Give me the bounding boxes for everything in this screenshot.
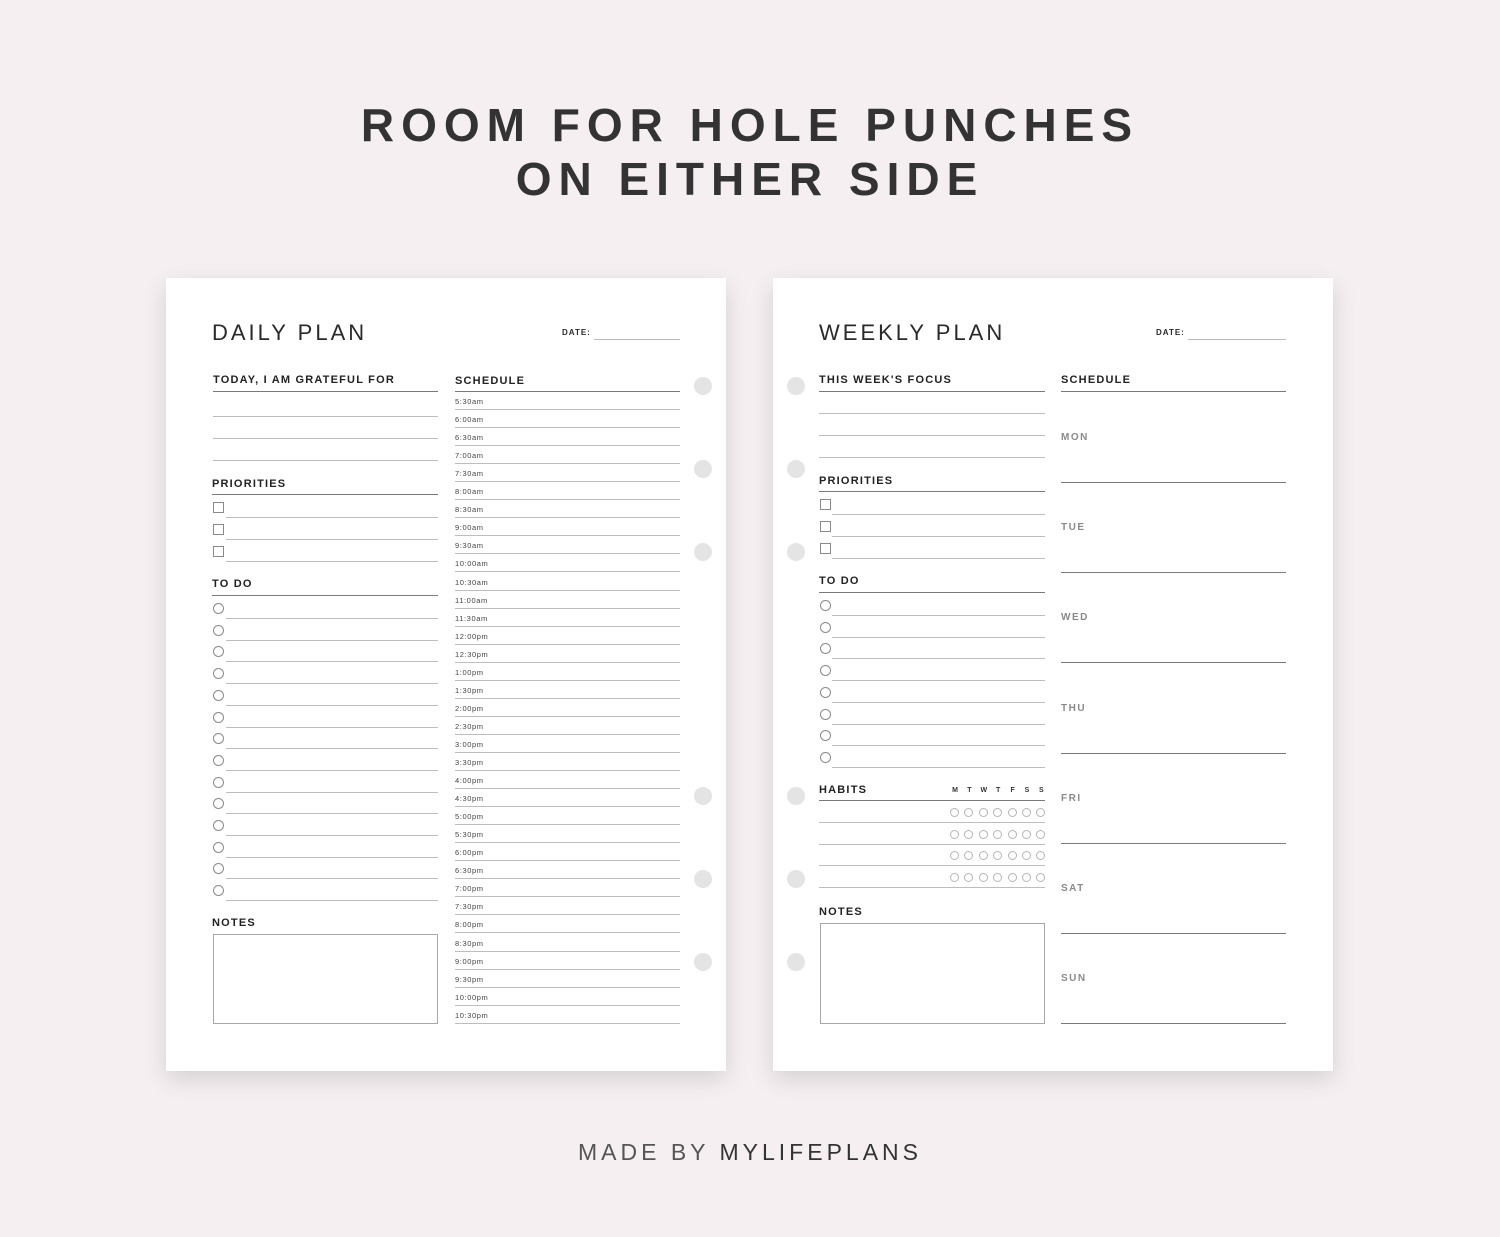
priority-line[interactable] [226,539,438,540]
weekly-habits-heading: HABITS [819,784,868,796]
todo-circle[interactable] [213,712,224,723]
schedule-day-line[interactable] [1061,1023,1286,1024]
schedule-slot-line[interactable] [455,806,680,807]
priorities-heading-rule [212,494,438,495]
todo-circle[interactable] [213,625,224,636]
schedule-time-label: 6:30pm [455,866,484,876]
grateful-heading-rule [213,391,438,392]
schedule-time-label: 5:00pm [455,812,484,822]
schedule-time-label: 7:00am [455,451,484,461]
schedule-time-label: 7:30am [455,469,484,479]
schedule-heading-rule [455,391,680,392]
schedule-day-sun: SUN [1061,973,1087,985]
habit-tracker-circle[interactable] [993,830,1002,839]
schedule-slot-line[interactable] [455,499,680,500]
schedule-day-line[interactable] [1061,933,1286,934]
habit-tracker-circle[interactable] [1008,830,1017,839]
weekly-todo-circle[interactable] [820,687,831,698]
schedule-day-line[interactable] [1061,753,1286,754]
hole-punch-right [694,460,712,478]
schedule-day-line[interactable] [1061,843,1286,844]
schedule-day-fri: FRI [1061,792,1082,804]
schedule-time-label: 9:00pm [455,956,484,966]
daily-grateful-heading: TODAY, I AM GRATEFUL FOR [213,374,395,386]
headline-line-2: ON EITHER SIDE [515,153,985,205]
habit-tracker-circle[interactable] [1008,808,1017,817]
daily-notes-heading: NOTES [212,917,256,929]
schedule-time-label: 5:30am [455,397,484,406]
daily-schedule-heading: SCHEDULE [455,375,526,387]
weekly-todo-line[interactable] [832,615,1045,616]
priority-checkbox[interactable] [213,502,224,513]
todo-circle[interactable] [213,690,224,701]
schedule-slot-line[interactable] [455,914,680,915]
schedule-slot-line[interactable] [455,553,680,554]
hole-punch-right [694,377,712,395]
habit-day-label: M [952,787,958,794]
habit-tracker-circle[interactable] [1022,808,1031,817]
schedule-time-label: 8:30am [455,505,484,515]
weekly-todo-line[interactable] [832,658,1045,659]
schedule-time-label: 10:00am [455,559,489,569]
schedule-time-label: 9:30pm [455,974,484,984]
schedule-slot-line[interactable] [455,842,680,843]
focus-line[interactable] [819,457,1045,458]
schedule-day-sat: SAT [1061,883,1085,894]
priority-checkbox[interactable] [213,524,224,535]
weekly-notes-heading: NOTES [819,906,863,918]
schedule-time-label: 11:30am [455,613,488,623]
hole-punch-left [787,870,805,888]
schedule-slot-line[interactable] [455,716,680,717]
schedule-time-label: 8:00am [455,487,484,497]
schedule-day-tue: TUE [1061,522,1086,534]
schedule-time-label: 1:30pm [455,685,484,695]
schedule-time-label: 10:30am [455,577,489,587]
schedule-slot-line[interactable] [455,608,680,609]
grateful-line[interactable] [213,438,438,439]
habit-day-label: S [1024,787,1030,794]
priority-line[interactable] [226,561,438,562]
habit-tracker-circle[interactable] [950,808,959,817]
schedule-time-label: 8:30pm [455,938,484,948]
schedule-time-label: 9:30am [455,541,484,551]
schedule-time-label: 7:30pm [455,902,484,912]
weekly-priorities-heading-rule [819,491,1045,492]
todo-circle[interactable] [213,820,224,831]
schedule-slot-line[interactable] [455,896,680,897]
todo-line[interactable] [226,705,438,706]
weekly-todo-circle[interactable] [820,600,831,611]
weekly-todo-heading: TO DO [819,575,860,587]
schedule-time-label: 10:00pm [455,992,489,1002]
schedule-slot-line[interactable] [455,698,680,699]
hole-punch-left [787,787,805,805]
schedule-time-label: 4:00pm [455,776,484,786]
schedule-slot-line[interactable] [455,644,680,645]
todo-line[interactable] [226,792,438,793]
schedule-slot-line[interactable] [455,987,680,988]
habit-day-label: W [980,787,988,794]
todo-line[interactable] [226,661,438,662]
headline [0,98,1500,206]
schedule-slot-line[interactable] [455,1023,680,1024]
weekly-todo-circle[interactable] [820,622,831,633]
weekly-priority-checkbox[interactable] [820,521,831,532]
schedule-time-label: 9:00am [455,523,484,533]
habit-day-label: F [1010,787,1015,794]
schedule-day-thu: THU [1061,702,1087,714]
habit-tracker-circle[interactable] [950,830,959,839]
daily-notes-box[interactable] [213,934,438,1024]
habit-line[interactable] [819,887,1045,888]
weekly-focus-heading: THIS WEEK'S FOCUS [819,374,953,386]
schedule-slot-line[interactable] [455,951,680,952]
weekly-todo-circle[interactable] [820,752,831,763]
schedule-slot-line[interactable] [455,517,680,518]
hole-punch-left [787,460,805,478]
todo-circle[interactable] [213,842,224,853]
hole-punch-right [694,787,712,805]
weekly-schedule-heading-rule [1061,391,1286,392]
schedule-slot-line[interactable] [455,427,680,428]
schedule-slot-line[interactable] [455,590,680,591]
schedule-slot-line[interactable] [455,824,680,825]
weekly-priority-line[interactable] [832,514,1045,515]
schedule-time-label: 3:00pm [455,739,484,749]
schedule-time-label: 10:30pm [455,1010,489,1020]
hole-punch-right [694,870,712,888]
schedule-slot-line[interactable] [455,535,680,536]
schedule-time-label: 3:30pm [455,758,484,767]
todo-line[interactable] [226,770,438,771]
todo-line[interactable] [226,878,438,879]
focus-line[interactable] [819,435,1045,436]
schedule-slot-line[interactable] [455,445,680,446]
weekly-todo-circle[interactable] [820,709,831,720]
schedule-slot-line[interactable] [455,788,680,789]
schedule-time-label: 12:30pm [455,649,489,659]
todo-line[interactable] [226,857,438,858]
schedule-time-label: 6:30am [455,433,484,443]
schedule-slot-line[interactable] [455,770,680,771]
habit-day-label: T [967,787,972,794]
habit-day-label: T [996,787,1001,794]
daily-date-label: DATE: [562,328,591,337]
schedule-slot-line[interactable] [455,409,680,410]
weekly-priority-checkbox[interactable] [820,543,831,554]
schedule-time-label: 7:00pm [455,884,484,894]
todo-line[interactable] [226,727,438,728]
todo-line[interactable] [226,813,438,814]
schedule-slot-line[interactable] [455,969,680,970]
habit-tracker-circle[interactable] [1008,851,1017,860]
weekly-todo-line[interactable] [832,702,1045,703]
focus-heading-rule [819,391,1045,392]
schedule-time-label: 12:00pm [455,631,489,641]
weekly-priority-checkbox[interactable] [820,499,831,510]
todo-line[interactable] [226,900,438,901]
weekly-schedule-heading: SCHEDULE [1061,374,1132,386]
todo-circle[interactable] [213,777,224,788]
schedule-slot-line[interactable] [455,571,680,572]
todo-line[interactable] [226,835,438,836]
daily-todo-heading: TO DO [212,578,253,590]
weekly-todo-line[interactable] [832,767,1045,768]
weekly-todo-line[interactable] [832,637,1045,638]
hole-punch-left [787,543,805,561]
schedule-day-mon: MON [1061,432,1089,443]
schedule-slot-line[interactable] [455,860,680,861]
daily-plan-title: DAILY PLAN [212,320,368,345]
daily-priorities-heading: PRIORITIES [212,478,287,490]
schedule-time-label: 2:30pm [455,721,484,731]
schedule-time-label: 8:00pm [455,920,484,930]
focus-line[interactable] [819,413,1045,414]
hole-punch-left [787,377,805,395]
todo-circle[interactable] [213,603,224,614]
weekly-todo-heading-rule [819,592,1045,593]
schedule-time-label: 6:00pm [455,848,484,858]
weekly-todo-line[interactable] [832,745,1045,746]
schedule-day-wed: WED [1061,612,1089,624]
footer-prefix: MADE BY [578,1139,710,1165]
hole-punch-right [694,543,712,561]
priority-checkbox[interactable] [213,546,224,557]
weekly-date-label: DATE: [1156,328,1185,337]
todo-line[interactable] [226,683,438,684]
schedule-slot-line[interactable] [455,481,680,482]
habit-line[interactable] [819,865,1045,866]
habit-tracker-circle[interactable] [979,830,988,839]
habits-heading-rule [819,800,1045,801]
hole-punch-left [787,953,805,971]
schedule-slot-line[interactable] [455,662,680,663]
schedule-day-line[interactable] [1061,662,1286,663]
habit-tracker-circle[interactable] [979,873,988,882]
todo-line[interactable] [226,618,438,619]
schedule-slot-line[interactable] [455,734,680,735]
schedule-time-label: 11:00am [455,595,488,605]
habit-day-label: S [1039,787,1044,794]
weekly-priority-line[interactable] [832,536,1045,537]
headline-line-1: ROOM FOR HOLE PUNCHES [360,99,1140,151]
habit-tracker-circle[interactable] [1022,830,1031,839]
schedule-time-label: 5:30pm [455,830,484,840]
schedule-time-label: 2:00pm [455,703,484,713]
weekly-plan-title: WEEKLY PLAN [819,320,1006,345]
schedule-slot-line[interactable] [455,932,680,933]
habit-line[interactable] [819,822,1045,823]
weekly-todo-line[interactable] [832,724,1045,725]
schedule-slot-line[interactable] [455,878,680,879]
weekly-priorities-heading: PRIORITIES [819,475,894,487]
footer-brand: MYLIFEPLANS [719,1139,922,1165]
footer [0,1139,1500,1166]
todo-circle[interactable] [213,755,224,766]
todo-line[interactable] [226,748,438,749]
schedule-slot-line[interactable] [455,752,680,753]
weekly-notes-box[interactable] [820,923,1045,1024]
grateful-line[interactable] [213,460,438,461]
habit-tracker-circle[interactable] [979,808,988,817]
schedule-time-label: 1:00pm [455,667,484,677]
priority-line[interactable] [226,517,438,518]
weekly-priority-line[interactable] [832,558,1045,559]
hole-punch-right [694,953,712,971]
daily-date-line[interactable] [594,339,680,340]
schedule-day-line[interactable] [1061,572,1286,573]
grateful-line[interactable] [213,416,438,417]
schedule-slot-line[interactable] [455,1005,680,1006]
schedule-slot-line[interactable] [455,680,680,681]
schedule-time-label: 4:30pm [455,794,484,804]
schedule-slot-line[interactable] [455,626,680,627]
schedule-slot-line[interactable] [455,463,680,464]
todo-line[interactable] [226,640,438,641]
schedule-day-line[interactable] [1061,482,1286,483]
todo-heading-rule [212,595,438,596]
schedule-time-label: 6:00am [455,415,484,425]
habit-tracker-circle[interactable] [1008,873,1017,882]
weekly-date-line[interactable] [1188,339,1286,340]
habit-line[interactable] [819,844,1045,845]
weekly-todo-line[interactable] [832,680,1045,681]
